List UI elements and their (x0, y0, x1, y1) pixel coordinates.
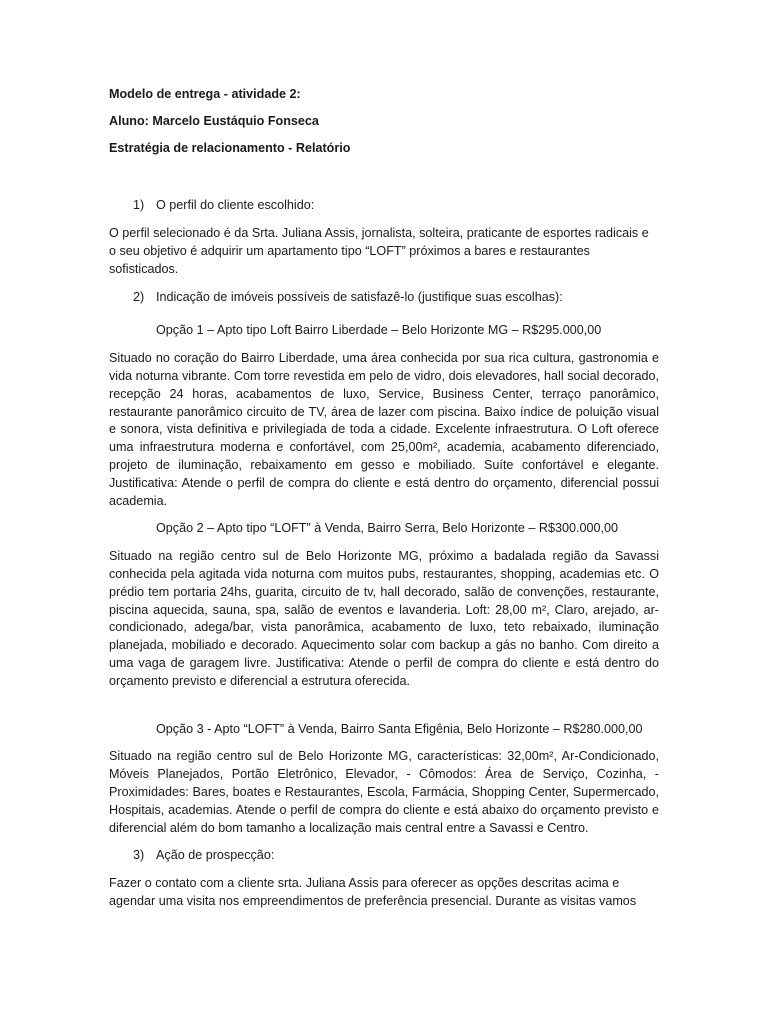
activity-title: Modelo de entrega - atividade 2: (109, 87, 301, 101)
section-2-heading (109, 289, 659, 307)
option-1-heading: Opção 1 – Apto tipo Loft Bairro Liberdade – Belo Horizonte MG – R$295.000,00 (156, 323, 602, 338)
prospecting-paragraph: Fazer o contato com a cliente srta. Juliana Assis para oferecer as opções descritas acima e agendar uma visita nos empreendimentos de preferência presencial. Durante as visitas vamos (109, 876, 637, 908)
client-profile-paragraph: O perfil selecionado é da Srta. Juliana Assis, jornalista, solteira, praticante de esportes radicais e o seu objetivo é adquirir um apartamento tipo “LOFT” próximos a bares e restaurantes sofisticados. (109, 226, 649, 276)
option-2-heading: Opção 2 – Apto tipo “LOFT” à Venda, Bairro Serra, Belo Horizonte – R$300.000,00 (156, 521, 619, 536)
section-3-number: 3) (133, 848, 145, 863)
section-3-heading (109, 847, 659, 865)
student-name: Aluno: Marcelo Eustáquio Fonseca (109, 113, 319, 128)
option-3-heading: Opção 3 - Apto “LOFT” à Venda, Bairro Santa Efigênia, Belo Horizonte – R$280.000,00 (156, 721, 643, 736)
option-3-description: Situado na região centro sul de Belo Horizonte MG, características: 32,00m², Ar-Condicionado, Móveis Planejados, Portão Eletrônico, Elevador, - Cômodos: Área de Serviço, Cozinha, - Proximidades: Bares, boates e Restaurantes, Escola, Farmácia, Shopping Center, Supermercado, Hospitais, academias. Atende o perfil de compra do cliente e está abaixo do orçamento previsto e diferencial além do bom tamanho a localização mais central entre a Savassi e Centro. (109, 749, 659, 835)
section-1-heading (109, 197, 659, 215)
option-1-description: Situado no coração do Bairro Liberdade, uma área conhecida por sua rica cultura, gastronomia e vida noturna vibrante. Com torre revestida em pelo de vidro, dois elevadores, hall social decorado, recepção 24 horas, acabamentos de luxo, Service, Business Center, terraço panorâmico, restaurante panorâmico circuito de TV, área de lazer com piscina. Baixo índice de poluição visual e sonora, vista definitiva e privilegiada de toda a cidade. Excelente infraestrutura. O Loft oferece uma infraestrutura moderna e confortável, com 25,00m², academia, acabamento diferenciado, projeto de iluminação, rebaixamento em gesso e mobiliado. Suíte confortável e elegante. Justificativa: Atende o perfil de compra do cliente e está dentro do orçamento, diferencial possui academia. (109, 351, 659, 508)
section-2-title: Indicação de imóveis possíveis de satisfazê-lo (justifique suas escolhas): (156, 289, 563, 304)
section-1-number: 1) (133, 198, 145, 213)
option-2-description: Situado na região centro sul de Belo Horizonte MG, próximo a badalada região da Savassi conhecida pela agitada vida noturna com muitos pubs, restaurantes, shopping, academias etc. O prédio tem portaria 24hs, guarita, circuito de tv, hall decorado, salão de convenções, restaurante, piscina aquecida, sauna, spa, salão de eventos e lavanderia. Loft: 28,00 m², Claro, arejado, ar-condicionado, adega/bar, vista panorâmica, acabamento de luxo, teto rebaixado, iluminação planejada, mobiliado e decorado. Aquecimento solar com backup a gás no banho. Com direito a uma vaga de garagem livre. Justificativa: Atende o perfil de compra do cliente e está dentro do orçamento previsto e diferencial a estrutura oferecida. (109, 549, 659, 688)
section-1-title: O perfil do cliente escolhido: (156, 198, 315, 213)
section-2-number: 2) (133, 289, 145, 304)
report-title: Estratégia de relacionamento - Relatório (109, 140, 351, 155)
document-body (109, 86, 659, 921)
section-3-title: Ação de prospecção: (156, 848, 275, 863)
